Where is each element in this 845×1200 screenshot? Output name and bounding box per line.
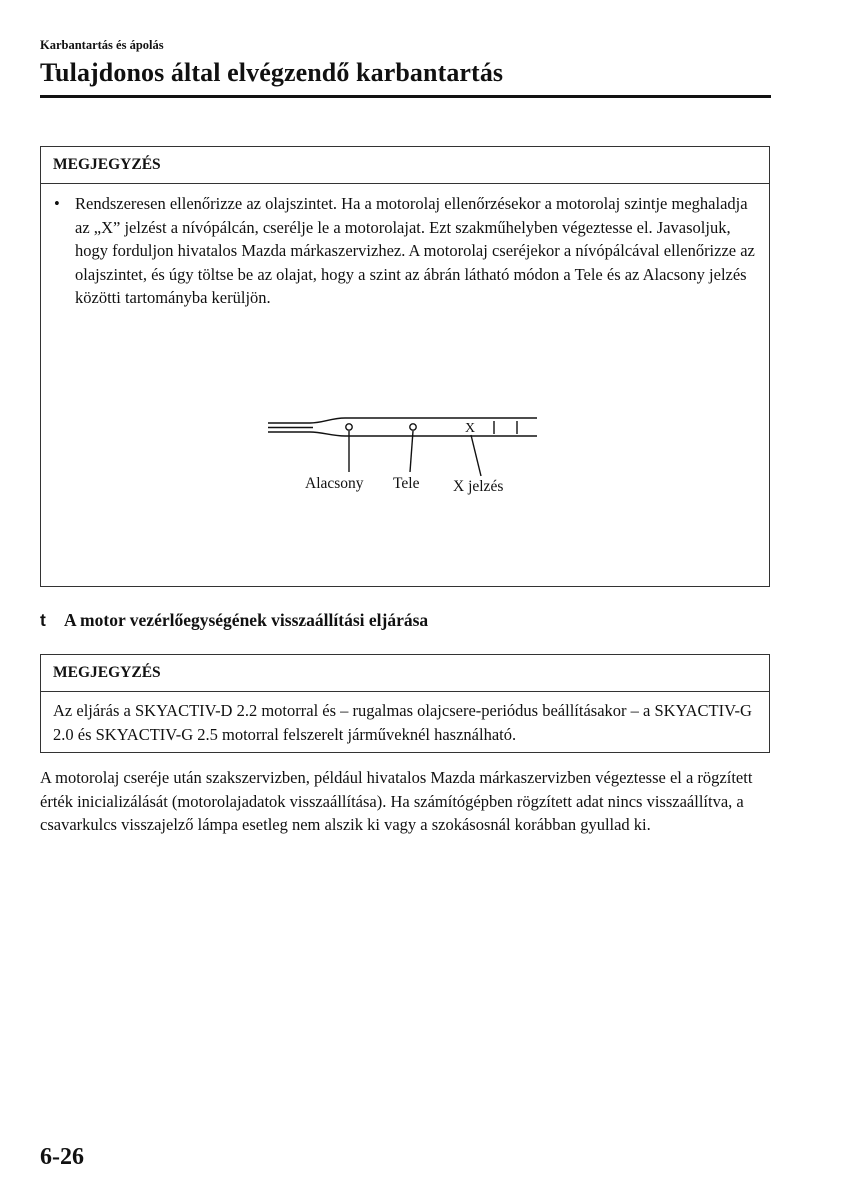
section-marker-icon: t xyxy=(40,610,46,630)
section-heading xyxy=(40,610,428,631)
note-heading: MEGJEGYZÉS xyxy=(41,655,769,692)
bullet-item xyxy=(53,192,755,310)
note-heading: MEGJEGYZÉS xyxy=(41,147,769,184)
body-paragraph: A motorolaj cseréje után szakszervizben, például hivatalos Mazda márkaszervizben végeztesse el a rögzített érték inicializálását (motorolajadatok visszaállítása). Ha számítógépben rögzített adat nincs visszaállítva, a csavarkulcs visszajelző lámpa esetleg nem alszik ki vagy a szokásosnál korábban gyullad ki. xyxy=(40,768,753,834)
dipstick-diagram xyxy=(265,400,550,510)
page-number: 6-26 xyxy=(40,1144,84,1170)
note-body xyxy=(41,184,769,310)
page-title: Tulajdonos által elvégzendő karbantartás xyxy=(40,58,504,87)
label-low: Alacsony xyxy=(305,475,364,492)
label-full: Tele xyxy=(393,475,420,492)
full-mark-icon xyxy=(410,424,416,430)
leader-line-full xyxy=(410,431,413,472)
title-rule xyxy=(40,95,771,98)
section-label: Karbantartás és ápolás xyxy=(40,38,164,52)
x-mark-label: X xyxy=(465,421,476,436)
leader-line-x xyxy=(471,435,481,476)
dipstick-handle-top xyxy=(268,418,537,423)
low-mark-icon xyxy=(346,424,352,430)
section-title: A motor vezérlőegységének visszaállítási eljárása xyxy=(64,610,429,630)
bullet-icon: • xyxy=(54,194,60,213)
bullet-text: Rendszeresen ellenőrizze az olajszintet. Ha a motorolaj ellenőrzésekor a motorolaj szintje meghaladja az „X” jelzést a nívópálcán, cserélje le a motorolajat. Ezt szakműhelyben végeztesse el. Javasoljuk, hogy forduljon hivatalos Mazda márkaszervizhez. A motorolaj cseréjekor a nívópálcával ellenőrizze az olajszintet, és úgy töltse be az olajat, hogy a szint az ábrán látható módon a Tele és az Alacsony jelzés közötti tartományba kerüljön. xyxy=(75,194,755,307)
dipstick-handle-bottom xyxy=(268,432,537,436)
note-box-oil-level xyxy=(40,146,770,587)
note-body: Az eljárás a SKYACTIV-D 2.2 motorral és – rugalmas olajcsere-periódus beállításakor – a SKYACTIV-G 2.0 és SKYACTIV-G 2.5 motorral felszerelt járműveknél használható. xyxy=(53,701,752,744)
note-box-procedure xyxy=(40,654,770,753)
label-x-mark: X jelzés xyxy=(453,478,504,495)
